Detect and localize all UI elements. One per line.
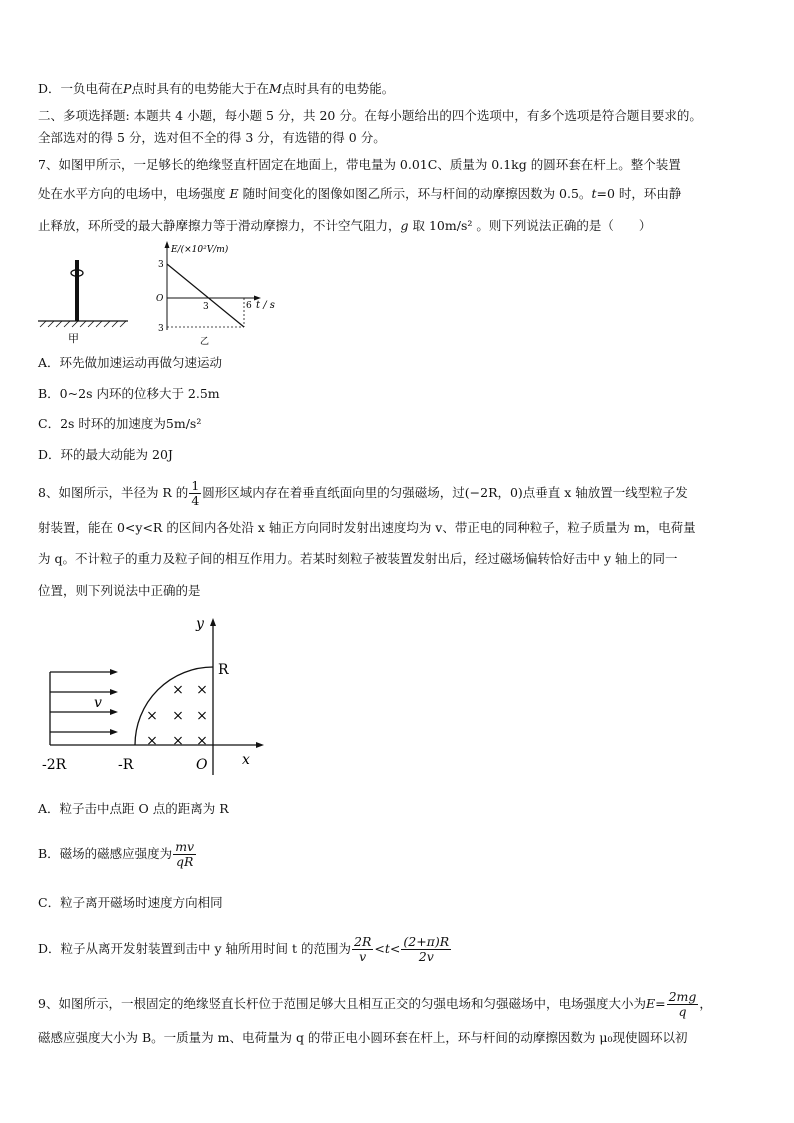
q8-line2: 射装置，能在 0<y<R 的区间内各处沿 x 轴正方向同时发射出速度均为 v、带正电的同种粒子，粒子质量为 m，电荷量 bbox=[38, 520, 696, 535]
fraction-2r-v: $\frac{2R}{v}$ bbox=[354, 934, 372, 964]
q7-line3: 止释放，环所受的最大静摩擦力等于滑动摩擦力，不计空气阻力，g 取 10m/s² 。则下列说法正确的是（ ） bbox=[38, 218, 652, 233]
point-p: P bbox=[123, 81, 132, 96]
svg-text:×: × bbox=[196, 682, 208, 698]
tick-x6: 6 bbox=[246, 301, 252, 311]
q7-option-b: B．0~2s 内环的位移大于 2.5m bbox=[38, 386, 220, 401]
q7-line2: 处在水平方向的电场中，电场强度 E 随时间变化的图像如图乙所示，环与杆间的动摩擦因数为 0.5。t=0 时，环由静 bbox=[38, 186, 682, 201]
svg-text:×: × bbox=[172, 682, 184, 698]
svg-text:×: × bbox=[146, 708, 158, 724]
x-label: x bbox=[242, 752, 250, 768]
rod bbox=[75, 260, 79, 321]
q7-figure bbox=[36, 238, 296, 348]
q7-option-c: C．2s 时环的加速度为5m/s² bbox=[38, 416, 202, 431]
q8-option-b: B．磁场的磁感应强度为 $\frac{mv}{qR}$ bbox=[38, 839, 195, 869]
q8-option-d: D．粒子从离开发射装置到击中 y 轴所用时间 t 的范围为 $\frac{2R}{v}$ <t< $\frac{(2+\pi)R}{2v}$ bbox=[38, 934, 450, 964]
tick-bottom: 3 bbox=[158, 324, 164, 334]
rod-ring-diagram bbox=[38, 260, 128, 345]
svg-text:×: × bbox=[146, 733, 158, 749]
svg-text:×: × bbox=[172, 708, 184, 724]
label-neg-r: -R bbox=[118, 757, 134, 773]
q8-option-a: A．粒子击中点距 O 点的距离为 R bbox=[38, 801, 229, 816]
y-label: y bbox=[196, 616, 204, 632]
label-yi: 乙 bbox=[200, 337, 210, 347]
svg-text:×: × bbox=[196, 708, 208, 724]
q8-line3: 为 q。不计粒子的重力及粒子间的相互作用力。若某时刻粒子被装置发射出后，经过磁场偏转恰好击中 y 轴上的同一 bbox=[38, 551, 678, 566]
label-v: v bbox=[94, 695, 102, 711]
tick-x3: 3 bbox=[203, 302, 209, 312]
q7-option-d: D．环的最大动能为 20J bbox=[38, 447, 173, 462]
tick-top: 3 bbox=[158, 260, 164, 270]
fraction-2pi-r-2v: $\frac{(2+\pi)R}{2v}$ bbox=[403, 934, 450, 964]
label-jia: 甲 bbox=[68, 332, 79, 345]
q7-option-a: A．环先做加速运动再做匀速运动 bbox=[38, 355, 223, 370]
q6-option-d: D．一负电荷在P点时具有的电势能大于在M点时具有的电势能。 bbox=[38, 81, 395, 96]
svg-text:×: × bbox=[196, 733, 208, 749]
particle-arrows bbox=[50, 672, 112, 732]
label-origin: O bbox=[196, 757, 208, 773]
q8-figure bbox=[36, 612, 266, 777]
x-axis-label: t / s bbox=[256, 300, 275, 311]
fraction-mv-qr: $\frac{mv}{qR}$ bbox=[175, 839, 195, 869]
label-neg-2r: -2R bbox=[42, 757, 67, 773]
q8-line4: 位置，则下列说法中正确的是 bbox=[38, 583, 201, 598]
y-axis-label: E/(×10²V/m) bbox=[171, 245, 229, 255]
tick-origin: O bbox=[156, 294, 164, 304]
section2-line2: 全部选对的得 5 分，选对但不全的得 3 分，有选错的得 0 分。 bbox=[38, 130, 386, 145]
q8-option-c: C．粒子离开磁场时速度方向相同 bbox=[38, 895, 223, 910]
point-m: M bbox=[268, 81, 282, 96]
label-r: R bbox=[218, 662, 229, 678]
q8-line1: 8、如图所示，半径为 R 的 $\frac{1}{4}$ 圆形区域内存在着垂直纸面向里的匀强磁场，过(−2R，0)点垂直 x 轴放置一线型粒子发 bbox=[38, 478, 688, 508]
section2-line1: 二、多项选择题: 本题共 4 小题，每小题 5 分，共 20 分。在每小题给出的四个选项中，有多个选项是符合题目要求的。 bbox=[38, 108, 702, 123]
e-t-graph bbox=[156, 241, 275, 347]
fraction-2mg-q: $\frac{2mg}{q}$ bbox=[668, 989, 697, 1019]
fraction-one-quarter: $\frac{1}{4}$ bbox=[191, 478, 200, 508]
e-line bbox=[167, 264, 244, 327]
q7-line1: 7、如图甲所示，一足够长的绝缘竖直杆固定在地面上，带电量为 0.01C、质量为 0.1kg 的圆环套在杆上。整个装置 bbox=[38, 157, 681, 172]
q9-line2: 磁感应强度大小为 B。一质量为 m、电荷量为 q 的带正电小圆环套在杆上，环与杆间的动摩擦因数为 μ₀现使圆环以初 bbox=[38, 1030, 688, 1045]
q9-line1: 9、如图所示，一根固定的绝缘竖直长杆位于范围足够大且相互正交的匀强电场和匀强磁场中，电场强度大小为E= $\frac{2mg}{q}$ ， bbox=[38, 989, 712, 1019]
svg-text:×: × bbox=[172, 733, 184, 749]
